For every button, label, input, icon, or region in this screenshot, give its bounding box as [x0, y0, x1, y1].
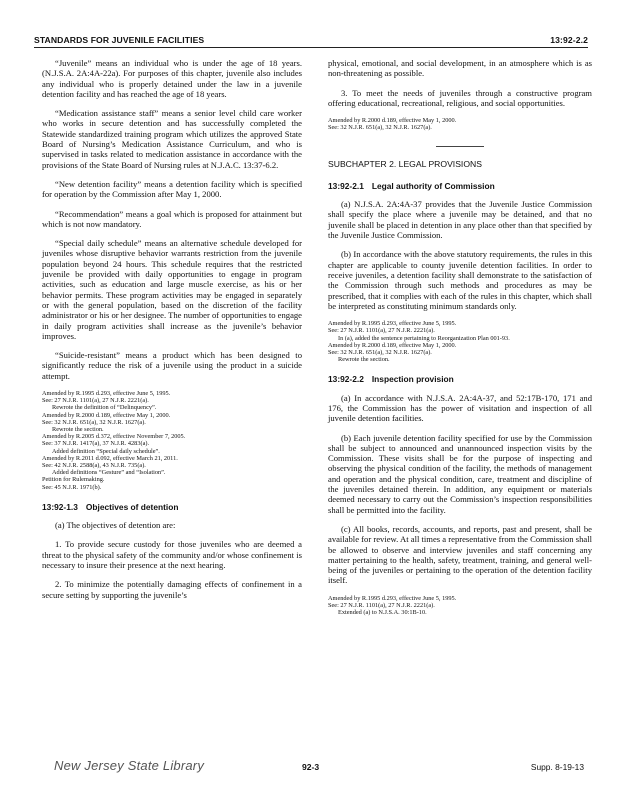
amendment-line: Amended by R.1995 d.293, effective June 5, 1995. [328, 320, 457, 328]
section-number: 13:92-1.3 [42, 501, 78, 512]
amendment-line: Amended by R.2000 d.189, effective May 1, 2000. [42, 411, 171, 419]
section-divider [436, 146, 484, 147]
amendment-line: See: 27 N.J.R. 1101(a), 27 N.J.R. 2221(a). [42, 397, 149, 405]
paragraph: 3. To meet the needs of juveniles through a constructive program offering educational, recreational, religious, and social opportunities. [328, 87, 592, 108]
paragraph: (b) Each juvenile detention facility specified for use by the Commission shall be subject to announced and unannounced inspection visits by the Commission. These visits shall be for the purpose of inspecting and observing the physical condition of the facility, the methods of management and operation and the physical condition, care, treatment and discipline of the juveniles detained therein. In addition, any equipment or materials deemed necessary to carry out the Commission’s inspection responsibilities shall be permitted into the facility. [328, 432, 592, 515]
amendment-line: See: 37 N.J.R. 1417(a), 37 N.J.R. 4283(a). [42, 440, 150, 448]
amendment-note: Rewrote the section. [338, 356, 390, 364]
definition-suicide-resistant: “Suicide-resistant” means a product which has been designed to significantly reduce the risk of a juvenile using the product in a suicide attempt. [42, 350, 302, 381]
amendment-history [328, 117, 592, 131]
amendment-line: Petition for Rulemaking. [42, 476, 105, 484]
amendment-line: Amended by R.2005 d.372, effective November 7, 2005. [42, 433, 186, 441]
amendment-note: Rewrote the definition of “Delinquency”. [52, 404, 157, 412]
subchapter-heading: SUBCHAPTER 2. LEGAL PROVISIONS [328, 158, 482, 169]
amendment-line: See: 45 N.J.R. 1971(b). [42, 483, 102, 491]
section-heading-inspection [328, 374, 592, 384]
amendment-history [42, 390, 302, 491]
amendment-line: Amended by R.2011 d.092, effective March 21, 2011. [42, 454, 178, 462]
amendment-note: In (a), added the sentence pertaining to Reorganization Plan 001-93. [338, 334, 510, 342]
header-rule [34, 47, 588, 48]
paragraph: (c) All books, records, accounts, and reports, past and present, shall be available for review. At all times a representative from the Commission shall be allowed to observe and interview juveniles and staff concerning any matter pertaining to the health, safety, treatment, training, and general well-being of the juveniles or pertaining to the operation of the detention facility itself. [328, 523, 592, 586]
amendment-line: See: 32 N.J.R. 651(a), 32 N.J.R. 1627(a). [328, 348, 432, 356]
amendment-note: Rewrote the section. [52, 426, 104, 434]
section-heading-legal-authority [328, 181, 592, 191]
right-column [328, 58, 592, 627]
header-title: STANDARDS FOR JUVENILE FACILITIES [34, 35, 205, 45]
amendment-line: See: 42 N.J.R. 2588(a), 43 N.J.R. 735(a). [42, 462, 146, 470]
definition-new-detention-facility: “New detention facility” means a detention facility which is specified for operation by the Commission after May 1, 2000. [42, 178, 302, 200]
amendment-line: Amended by R.2000 d.189, effective May 1, 2000. [328, 117, 457, 125]
library-watermark: New Jersey State Library [54, 758, 205, 773]
section-number: 13:92-2.1 [328, 180, 364, 191]
paragraph: (a) N.J.S.A. 2A:4A-37 provides that the Juvenile Justice Commission shall specify the place where a juvenile may be detained, and that no juvenile shall be placed in detention in any place other than that specified by the Juvenile Justice Commission. [328, 199, 592, 241]
definition-recommendation: “Recommendation” means a goal which is proposed for attainment but which is not now mandatory. [42, 208, 302, 229]
amendment-line: See: 27 N.J.R. 1101(a), 27 N.J.R. 2221(a). [328, 327, 435, 335]
section-title: Objectives of detention [85, 501, 179, 512]
section-title: Inspection provision [371, 374, 454, 385]
section-number: 13:92-2.2 [328, 374, 364, 385]
paragraph-continued: physical, emotional, and social development, in an atmosphere which is as non-threatening as possible. [328, 58, 592, 79]
amendment-line: See: 32 N.J.R. 651(a), 32 N.J.R. 1627(a). [328, 124, 432, 132]
section-title: Legal authority of Commission [371, 180, 495, 191]
page-number: 92-3 [302, 762, 320, 772]
running-header [34, 32, 588, 48]
supplement-date: Supp. 8-19-13 [530, 762, 584, 772]
amendment-history [328, 595, 592, 617]
amendment-note: Added definition “Special daily schedule”. [52, 447, 160, 455]
paragraph: (b) In accordance with the above statutory requirements, the rules in this chapter are applicable to county juvenile detention facilities. In order to receive juveniles, a detention facility shall demonstrate to the satisfaction of the Commission through such methods and procedures as may be prescribed, that it complies with each of the rules in this chapter, which shall be interpreted as constituting minimum standards only. [328, 249, 592, 311]
definition-special-daily-schedule: “Special daily schedule” means an alternative schedule developed for juveniles whose disruptive behavior warrants restriction from the juvenile population beyond 24 hours. This schedule requires that the restricted juvenile be provided with daily opportunities to engage in program activities, such as education and large muscle exercise, as his or her behavior permits. These program activities may be engaged in separately or with the general population, based on the discretion of the facility administrator or his or her designee. The number of opportunities to engage in daily program activities shall increase as the juvenile’s behavior improves. [42, 238, 302, 341]
amendment-line: Amended by R.1995 d.293, effective June 5, 1995. [42, 390, 171, 398]
definition-juvenile: “Juvenile” means an individual who is under the age of 18 years. (N.J.S.A. 2A:4A-22a). For purposes of this chapter, juvenile also includes any individual who is properly detained under the law in a juvenile detention facility and has reached the age of 18 years. [42, 58, 302, 99]
section-heading-objectives [42, 502, 302, 512]
amendment-note: Added definitions “Gesture” and “Isolation”. [52, 469, 166, 477]
amendment-line: See: 32 N.J.R. 651(a), 32 N.J.R. 1627(a). [42, 418, 146, 426]
amendment-note: Extended (a) to N.J.S.A. 30:1B-10. [338, 609, 427, 617]
left-column [42, 58, 302, 609]
header-section-number: 13:92-2.2 [550, 35, 588, 45]
paragraph: 1. To provide secure custody for those juveniles who are deemed a threat to the physical safety of the community and/or whose confinement is necessary to insure their presence at the next hearing. [42, 539, 302, 571]
paragraph: 2. To minimize the potentially damaging effects of confinement in a secure setting by supporting the juvenile’s [42, 579, 302, 600]
amendment-line: Amended by R.1995 d.293, effective June 5, 1995. [328, 594, 457, 602]
amendment-line: See: 27 N.J.R. 1101(a), 27 N.J.R. 2221(a). [328, 601, 435, 609]
amendment-line: Amended by R.2000 d.189, effective May 1, 2000. [328, 341, 457, 349]
paragraph: (a) The objectives of detention are: [55, 520, 176, 531]
paragraph: (a) In accordance with N.J.S.A. 2A:4A-37, and 52:17B-170, 171 and 176, the Commission has the power of visitation and inspection of all juvenile detention facilities. [328, 392, 592, 424]
definition-medication-assistance-staff: “Medication assistance staff” means a senior level child care worker who works in secure detention and has successfully completed the Statewide standardized training program which utilizes the approved State Board of Nursing’s Medication Assistance Curriculum, and who is supervised in tasks related to medication assistance in accordance with the provisions of the State Board of Nursing rules at N.J.A.C. 13:37-6.2. [42, 108, 302, 170]
amendment-history [328, 320, 592, 363]
